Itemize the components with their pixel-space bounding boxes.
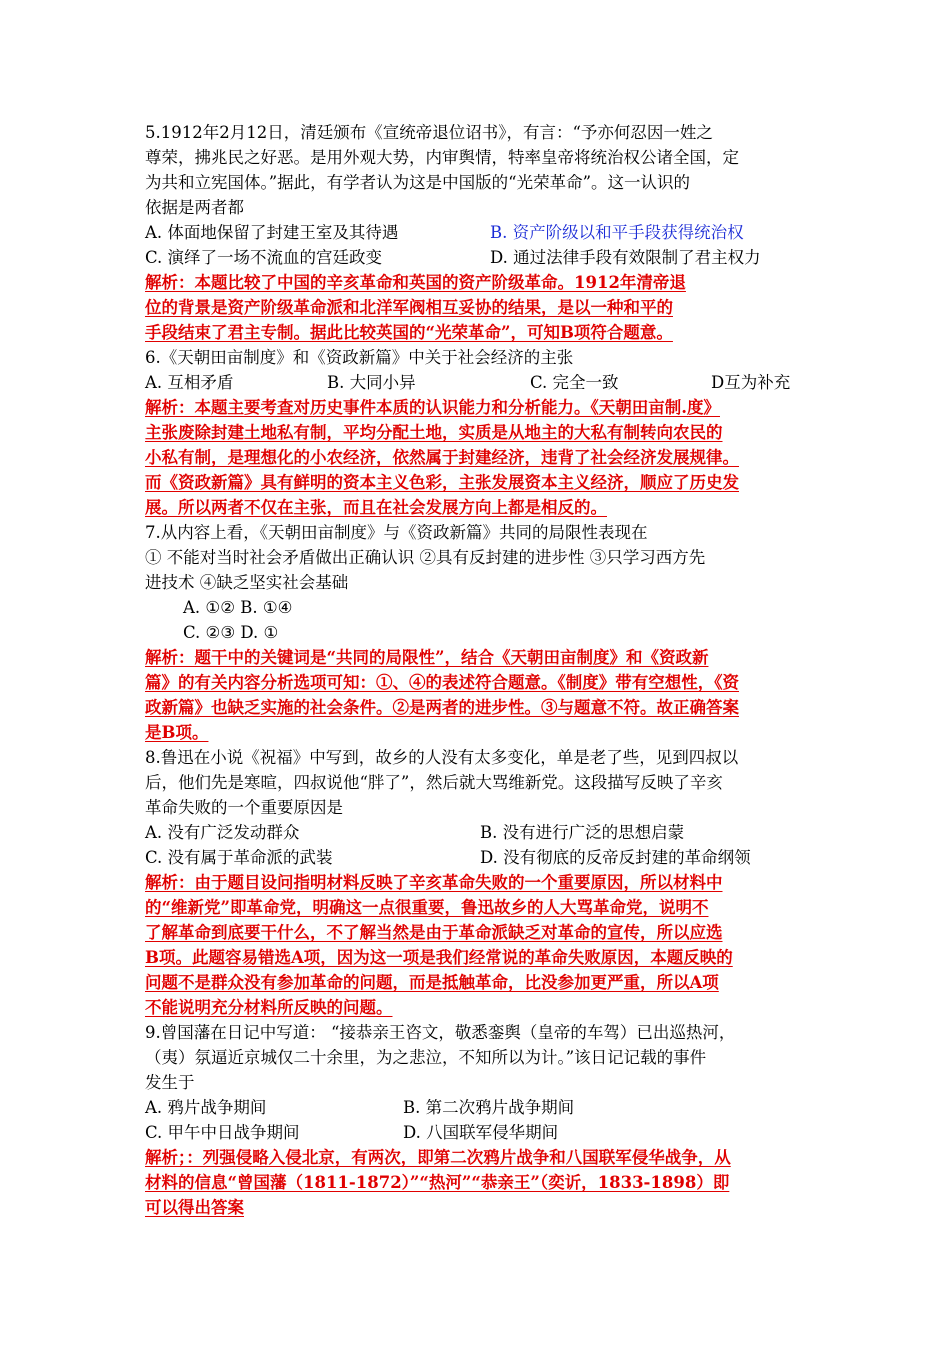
q6-option-d: D互为补充: [711, 373, 791, 392]
q6-analysis-line: 小私有制，是理想化的小农经济，依然属于封建经济，违背了社会经济发展规律。: [145, 448, 739, 467]
q7-analysis-line: 政新篇》也缺乏实施的社会条件。②是两者的进步性。③与题意不符。故正确答案: [145, 698, 739, 717]
q6-analysis: [145, 395, 810, 520]
q5-option-b: B. 资产阶级以和平手段获得统治权: [490, 223, 744, 242]
q6-option-a: A. 互相矛盾: [145, 373, 234, 392]
q5-option-a: A. 体面地保留了封建王室及其待遇: [145, 223, 399, 242]
q5-option-c: C. 演绎了一场不流血的宫廷政变: [145, 248, 383, 267]
q6-option-c: C. 完全一致: [530, 373, 619, 392]
q7-analysis-line: 解析：题干中的关键词是“共同的局限性”，结合《天朝田亩制度》和《资政新: [145, 648, 709, 667]
q9-analysis: [145, 1145, 810, 1220]
q9-stem-line: （夷）氛逼近京城仅二十余里，为之悲泣，不知所以为计。”该日记记载的事件: [145, 1048, 707, 1067]
document-page: [145, 120, 810, 1220]
q6-analysis-line: 而《资政新篇》具有鲜明的资本主义色彩，主张发展资本主义经济，顺应了历史发: [145, 473, 739, 492]
q5-analysis-line: 解析：本题比较了中国的辛亥革命和英国的资产阶级革命。1912年清帝退: [145, 273, 686, 292]
question-7: [145, 520, 810, 745]
q5-stem-line: 5.1912年2月12日，清廷颁布《宣统帝退位诏书》，有言：“予亦何忍因一姓之: [145, 123, 713, 142]
q6-analysis-line: 解析：本题主要考查对历史事件本质的认识能力和分析能力。《天朝田亩制.度》: [145, 398, 720, 417]
q5-option-d: D. 通过法律手段有效限制了君主权力: [490, 248, 761, 267]
q7-options-line: A. ①② B. ①④: [183, 598, 293, 617]
q6-options-row: [145, 370, 810, 395]
q8-analysis-line: 的“维新党”即革命党，明确这一点很重要，鲁迅故乡的人大骂革命党，说明不: [145, 898, 709, 917]
q5-analysis: [145, 270, 810, 345]
q9-analysis-line: 可以得出答案: [145, 1198, 244, 1217]
q9-analysis-line: 材料的信息“曾国藩（1811-1872）”“热河”“恭亲王”（奕䜣，1833-1898）即: [145, 1173, 730, 1192]
q8-stem-line: 革命失败的一个重要原因是: [145, 798, 343, 817]
q5-analysis-line: 位的背景是资产阶级革命派和北洋军阀相互妥协的结果，是以一种和平的: [145, 298, 673, 317]
q7-analysis-line: 篇》的有关内容分析选项可知：①、④的表述符合题意。《制度》带有空想性，《资: [145, 673, 739, 692]
q7-options-line: C. ②③ D. ①: [183, 623, 279, 642]
q7-stem-line: ① 不能对当时社会矛盾做出正确认识 ②具有反封建的进步性 ③只学习西方先: [145, 548, 706, 567]
q8-stem-line: 8.鲁迅在小说《祝福》中写到，故乡的人没有太多变化，单是老了些，见到四叔以: [145, 748, 739, 767]
q9-options-row-1: [145, 1095, 810, 1120]
q9-stem-line: 9.曾国藩在日记中写道： “接恭亲王咨文，敬悉銮舆（皇帝的车驾）已出巡热河，: [145, 1023, 736, 1042]
q8-stem-line: 后，他们先是寒暄，四叔说他“胖了”，然后就大骂维新党。这段描写反映了辛亥: [145, 773, 723, 792]
q5-options-row-1: [145, 220, 810, 245]
q5-stem-line: 尊荣，拂兆民之好恶。是用外观大势，内审舆情，特率皇帝将统治权公诸全国，定: [145, 148, 739, 167]
q7-stem-line: 7.从内容上看，《天朝田亩制度》与《资政新篇》共同的局限性表现在: [145, 523, 648, 542]
q5-analysis-line: 手段结束了君主专制。据此比较英国的“光荣革命”，可知B项符合题意。: [145, 323, 673, 342]
q7-analysis-line: 是B项。: [145, 723, 209, 742]
q8-analysis: [145, 870, 810, 1020]
q6-analysis-line: 主张废除封建土地私有制，平均分配土地，实质是从地主的大私有制转向农民的: [145, 423, 723, 442]
q9-stem-line: 发生于: [145, 1073, 195, 1092]
q9-options-row-2: [145, 1120, 810, 1145]
question-5: [145, 120, 810, 345]
q8-option-c: C. 没有属于革命派的武装: [145, 848, 333, 867]
q8-analysis-line: 不能说明充分材料所反映的问题。: [145, 998, 393, 1017]
q8-option-b: B. 没有进行广泛的思想启蒙: [480, 823, 685, 842]
q9-option-d: D. 八国联军侵华期间: [403, 1123, 559, 1142]
q8-analysis-line: 解析：由于题目设问指明材料反映了辛亥革命失败的一个重要原因，所以材料中: [145, 873, 723, 892]
q8-option-a: A. 没有广泛发动群众: [145, 823, 300, 842]
question-6: [145, 345, 810, 520]
question-8: [145, 745, 810, 1020]
q5-stem-line: 为共和立宪国体。”据此，有学者认为这是中国版的“光荣革命”。这一认识的: [145, 173, 691, 192]
q6-analysis-line: 展。所以两者不仅在主张，而且在社会发展方向上都是相反的。: [145, 498, 607, 517]
q8-options-row-1: [145, 820, 810, 845]
q9-analysis-line: 解析；：列强侵略入侵北京，有两次，即第二次鸦片战争和八国联军侵华战争，从: [145, 1148, 731, 1167]
q9-option-b: B. 第二次鸦片战争期间: [403, 1098, 575, 1117]
q6-option-b: B. 大同小异: [327, 373, 416, 392]
q9-option-a: A. 鸦片战争期间: [145, 1098, 267, 1117]
q7-analysis: [145, 645, 810, 745]
q7-stem-line: 进技术 ④缺乏坚实社会基础: [145, 573, 349, 592]
q5-stem-line: 依据是两者都: [145, 198, 244, 217]
q6-stem: 6.《天朝田亩制度》和《资政新篇》中关于社会经济的主张: [145, 348, 574, 367]
q9-option-c: C. 甲午中日战争期间: [145, 1123, 300, 1142]
question-9: [145, 1020, 810, 1220]
q8-analysis-line: B项。此题容易错选A项，因为这一项是我们经常说的革命失败原因，本题反映的: [145, 948, 733, 967]
q8-option-d: D. 没有彻底的反帝反封建的革命纲领: [480, 848, 751, 867]
q8-options-row-2: [145, 845, 810, 870]
q8-analysis-line: 了解革命到底要干什么，不了解当然是由于革命派缺乏对革命的宣传，所以应选: [145, 923, 723, 942]
q8-analysis-line: 问题不是群众没有参加革命的问题，而是抵触革命，比没参加更严重，所以A项: [145, 973, 719, 992]
q5-options-row-2: [145, 245, 810, 270]
